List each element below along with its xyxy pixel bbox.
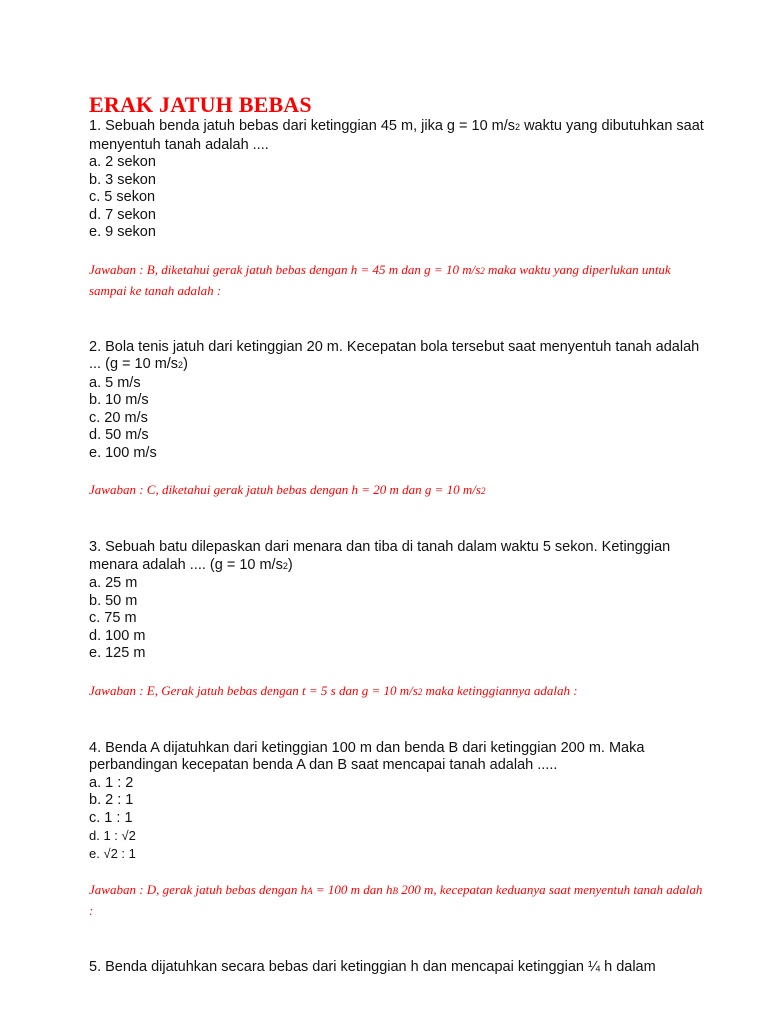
question-1-text: 1. Sebuah benda jatuh bebas dari ketinggian 45 m, jika g = 10 m/s2 waktu yang dibutuhkan saat menyentuh tanah adalah .... [89,118,704,153]
question-5 [89,959,708,977]
option-b: b. 3 sekon [89,171,156,188]
answer-2: Jawaban : C, diketahui gerak jatuh bebas dengan h = 20 m dan g = 10 m/s2 [89,482,486,497]
option-d: d. 100 m [89,627,146,644]
question-block-4 [89,740,708,922]
option-e: e. 100 m/s [89,444,157,461]
option-b: b. 10 m/s [89,392,149,408]
question-4 [89,740,708,863]
answer-3: Jawaban : E, Gerak jatuh bebas dengan t = 5 s dan g = 10 m/s2 maka ketinggiannya adalah : [89,682,578,698]
question-block-5 [89,959,708,977]
option-e: e. √2 : 1 [89,845,136,861]
option-a: a. 25 m [89,575,138,591]
question-block-3 [89,539,708,702]
option-b: b. 50 m [89,592,138,609]
option-c: c. 5 sekon [89,189,156,205]
option-a: a. 1 : 2 [89,774,134,791]
question-block-1 [89,118,708,301]
option-e: e. 125 m [89,645,146,661]
question-1 [89,118,708,242]
document-title: ERAK JATUH BEBAS [89,92,312,117]
unit-exponent: 2 [515,122,521,132]
question-3 [89,539,708,663]
option-d: d. 7 sekon [89,206,156,223]
option-a: a. 5 m/s [89,374,141,391]
option-a: a. 2 sekon [89,154,156,170]
question-2 [89,339,708,463]
option-c: c. 1 : 1 [89,809,133,826]
answer-4: Jawaban : D, gerak jatuh bebas dengan hA = 100 m dan hB 200 m, kecepatan keduanya saat menyentuh tanah adalah : [89,882,703,918]
answer-1: Jawaban : B, diketahui gerak jatuh bebas dengan h = 45 m dan g = 10 m/s2 maka waktu yang diperlukan untuk sampai ke tanah adalah : [89,261,671,298]
option-d: d. 1 : √2 [89,828,136,843]
question-block-2 [89,339,708,502]
option-c: c. 75 m [89,610,137,626]
question-4-text: 4. Benda A dijatuhkan dari ketinggian 100 m dan benda B dari ketinggian 200 m. Maka perbandingan kecepatan benda A dan B saat mencapai tanah adalah ..... [89,739,645,773]
question-2-text: 2. Bola tenis jatuh dari ketinggian 20 m. Kecepatan bola tersebut saat menyentuh tanah adalah ... (g = 10 m/s2) [89,338,700,372]
option-e: e. 9 sekon [89,224,156,240]
option-d: d. 50 m/s [89,427,149,443]
question-5-text: 5. Benda dijatuhkan secara bebas dari ketinggian h dan mencapai ketinggian ¼ h dalam [89,959,656,975]
question-3-text: 3. Sebuah batu dilepaskan dari menara dan tiba di tanah dalam waktu 5 sekon. Ketinggian menara adalah .... (g = 10 m/s2) [89,539,671,573]
option-c: c. 20 m/s [89,409,148,426]
option-b: b. 2 : 1 [89,792,134,808]
